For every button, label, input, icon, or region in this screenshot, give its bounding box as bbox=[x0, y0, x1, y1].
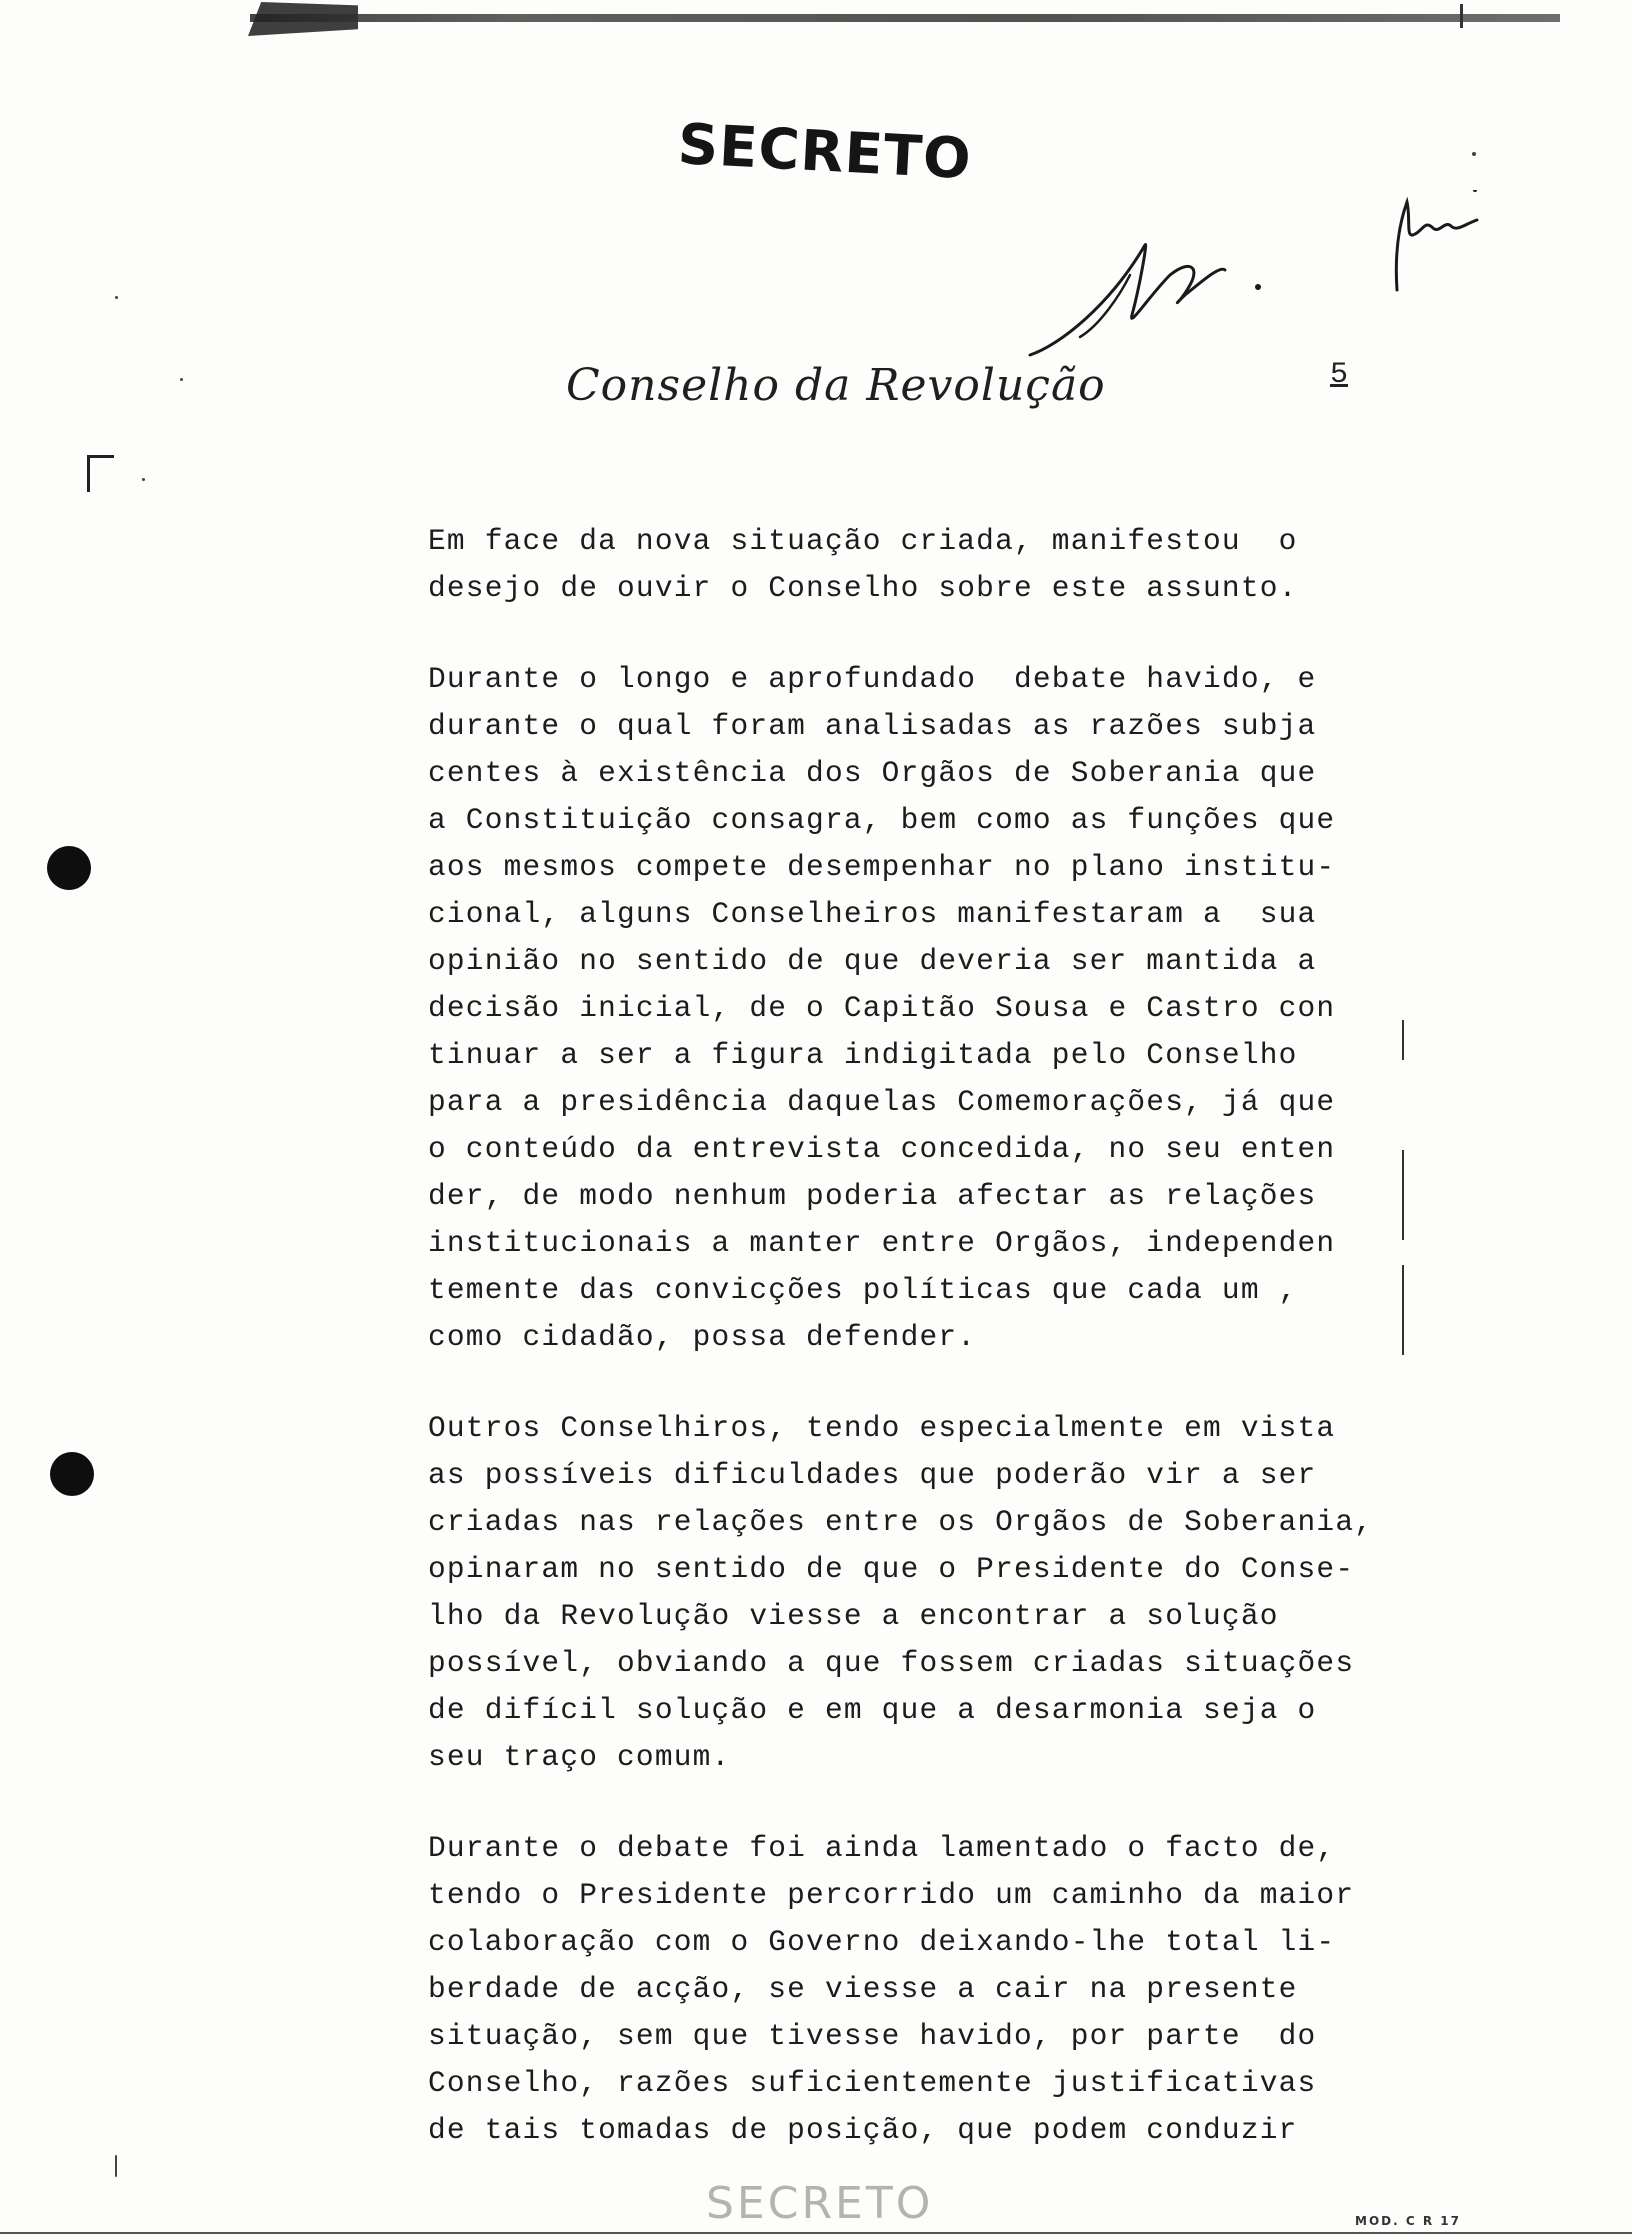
text-line: der, de modo nenhum poderia afectar as relações bbox=[428, 1179, 1317, 1213]
text-line: a Constituição consagra, bem como as funções que bbox=[428, 803, 1336, 837]
text-line: decisão inicial, de o Capitão Sousa e Castro con bbox=[428, 991, 1336, 1025]
text-line: durante o qual foram analisadas as razões subja bbox=[428, 709, 1317, 743]
text-line: berdade de acção, se viesse a cair na presente bbox=[428, 1972, 1298, 2006]
text-line: possível, obviando a que fossem criadas situações bbox=[428, 1646, 1355, 1680]
text-line: criadas nas relações entre os Orgãos de Soberania, bbox=[428, 1505, 1374, 1539]
margin-annotation-line bbox=[1402, 1020, 1404, 1060]
text-line: desejo de ouvir o Conselho sobre este assunto. bbox=[428, 571, 1298, 605]
text-line: para a presidência daquelas Comemorações, já que bbox=[428, 1085, 1336, 1119]
scan-speck bbox=[115, 296, 118, 299]
paragraph bbox=[428, 656, 1388, 1361]
text-line: situação, sem que tivesse havido, por parte do bbox=[428, 2019, 1317, 2053]
text-line: temente das convicções políticas que cada um , bbox=[428, 1273, 1298, 1307]
text-line: cional, alguns Conselheiros manifestaram a sua bbox=[428, 897, 1317, 931]
text-line: opinião no sentido de que deveria ser mantida a bbox=[428, 944, 1317, 978]
text-line: colaboração com o Governo deixando-lhe total li- bbox=[428, 1925, 1336, 1959]
text-line: opinaram no sentido de que o Presidente do Conse- bbox=[428, 1552, 1355, 1586]
scan-bottom-border bbox=[0, 2232, 1632, 2234]
scan-speck bbox=[1472, 152, 1476, 156]
paragraph bbox=[428, 518, 1388, 612]
margin-annotation-line bbox=[1402, 1150, 1404, 1240]
page-number: 5 bbox=[1330, 358, 1349, 392]
text-line: o conteúdo da entrevista concedida, no seu enten bbox=[428, 1132, 1336, 1166]
binder-punch-hole bbox=[47, 846, 91, 890]
text-line: institucionais a manter entre Orgãos, independen bbox=[428, 1226, 1336, 1260]
scan-tick-mark bbox=[1460, 4, 1463, 28]
handwritten-initials bbox=[1385, 190, 1505, 300]
text-line: tendo o Presidente percorrido um caminho da maior bbox=[428, 1878, 1355, 1912]
text-line: as possíveis dificuldades que poderão vir a ser bbox=[428, 1458, 1317, 1492]
text-line: Conselho, razões suficientemente justificativas bbox=[428, 2066, 1317, 2100]
classification-stamp-top: SECRETO bbox=[676, 112, 974, 193]
paragraph bbox=[428, 1825, 1388, 2154]
document-body bbox=[428, 518, 1388, 2198]
text-line: seu traço comum. bbox=[428, 1740, 731, 1774]
classification-stamp-bottom: SECRETO bbox=[706, 2178, 934, 2229]
text-line: centes à existência dos Orgãos de Soberania que bbox=[428, 756, 1317, 790]
letterhead-title: Conselho da Revolução bbox=[566, 360, 1106, 411]
scan-speck bbox=[142, 478, 145, 481]
text-line: como cidadão, possa defender. bbox=[428, 1320, 977, 1354]
text-line: Durante o longo e aprofundado debate havido, e bbox=[428, 662, 1317, 696]
scan-speck bbox=[115, 2155, 117, 2177]
text-line: Em face da nova situação criada, manifestou o bbox=[428, 524, 1298, 558]
form-code: MOD. C R 17 bbox=[1355, 2214, 1461, 2228]
scan-speck bbox=[180, 378, 183, 381]
text-line: de difícil solução e em que a desarmonia seja o bbox=[428, 1693, 1317, 1727]
text-line: de tais tomadas de posição, que podem conduzir bbox=[428, 2113, 1298, 2147]
text-line: Durante o debate foi ainda lamentado o facto de, bbox=[428, 1831, 1336, 1865]
paragraph bbox=[428, 1405, 1388, 1781]
text-line: tinuar a ser a figura indigitada pelo Conselho bbox=[428, 1038, 1298, 1072]
text-line: lho da Revolução viesse a encontrar a solução bbox=[428, 1599, 1279, 1633]
text-line: aos mesmos compete desempenhar no plano institu- bbox=[428, 850, 1336, 884]
scan-top-border bbox=[250, 14, 1560, 22]
binder-punch-hole bbox=[50, 1452, 94, 1496]
margin-annotation-line bbox=[1402, 1265, 1404, 1355]
text-line: Outros Conselhiros, tendo especialmente em vista bbox=[428, 1411, 1336, 1445]
corner-registration-mark bbox=[87, 455, 114, 492]
